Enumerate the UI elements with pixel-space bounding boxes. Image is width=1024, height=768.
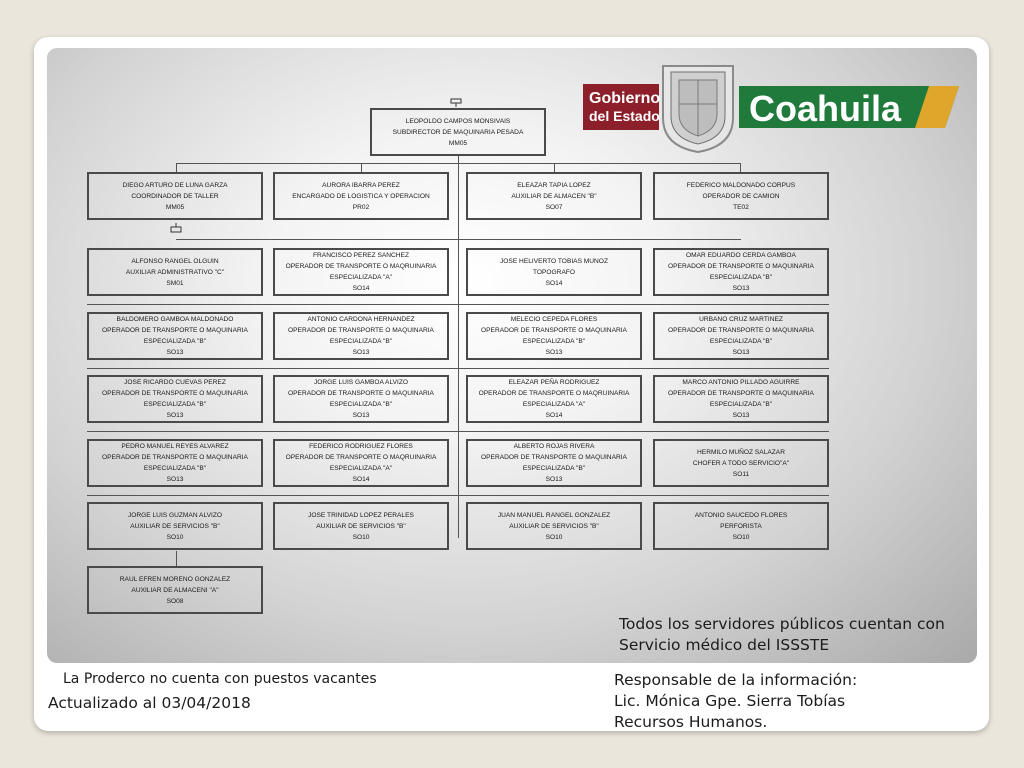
org-box-line: ESPECIALIZADA "B" [709,401,773,408]
org-box-line: JUAN MANUEL RANGEL GONZALEZ [497,511,611,519]
org-box-line: ESPECIALIZADA "A" [329,465,393,472]
level-connector [176,239,741,240]
trunk-connector [458,156,459,538]
org-box-line: JOSE RICARDO CUEVAS PEREZ [124,379,226,386]
org-box [653,248,829,296]
org-box-line: SO13 [732,412,750,419]
org-box-line: SO13 [166,349,184,356]
org-box [653,312,829,360]
org-box-line: TE02 [733,203,749,211]
org-box-line: URBANO CRUZ MARTINEZ [699,316,783,323]
svg-text:Gobierno: Gobierno [589,90,661,107]
org-box-line: OPERADOR DE TRANSPORTE O MAQUINARIA [668,263,814,270]
org-box [273,502,449,550]
org-box-line: MELECIO CEPEDA FLORES [510,316,598,323]
drop-connector [176,551,177,566]
org-box-line: ESPECIALIZADA "B" [329,401,393,408]
org-box-line: AUXILIAR DE SERVICIOS "B" [316,522,406,530]
svg-text:Coahuila: Coahuila [749,88,902,129]
org-box-director: LEOPOLDO CAMPOS MONSIVAIS SUBDIRECTOR DE MAQUINARIA PESADA MM05 [370,108,546,156]
org-box [466,502,642,550]
org-box-line: SO13 [545,476,563,483]
org-box [653,375,829,423]
svg-text:del Estado: del Estado [589,108,660,124]
org-box-line: MM05 [165,203,185,211]
org-box [653,172,829,220]
org-box-line: SO08 [166,597,184,605]
org-box [87,566,263,614]
org-box-line: AUXILIAR DE ALMACEN "B" [511,192,597,200]
org-box-line: JOSE TRINIDAD LOPEZ PERALES [308,511,414,519]
org-box [87,248,263,296]
org-box-line: MARCO ANTONIO PILLADO AGUIRRE [682,379,800,386]
org-box [87,439,263,487]
org-box-line: ESPECIALIZADA "A" [329,274,393,281]
issste-note: Todos los servidores públicos cuentan con Servicio médico del ISSSTE [619,615,945,654]
org-box [273,439,449,487]
org-box-line: AUXILIAR DE SERVICIOS "B" [130,522,220,530]
org-box [273,172,449,220]
org-box-line: SO13 [352,412,370,419]
org-box-line: JORGE LUIS GUZMAN ALVIZO [127,511,223,519]
level-connector [87,368,829,369]
org-box-line: OPERADOR DE TRANSPORTE O MAQUINARIA [288,390,434,397]
org-box-line: ESPECIALIZADA "B" [522,338,586,345]
org-box-line: OPERADOR DE CAMION [702,192,780,200]
org-box-line: ESPECIALIZADA "A" [522,401,586,408]
org-box [466,172,642,220]
org-box [87,502,263,550]
org-box-line: ALFONSO RANGEL OLGUIN [131,257,219,265]
org-box [273,248,449,296]
org-box-line: SO14 [545,279,563,287]
org-box [466,248,642,296]
org-box-line: AURORA IBARRA PEREZ [322,181,400,189]
org-box-line: FEDERICO MALDONADO CORPUS [686,181,796,189]
org-box-line: OPERADOR DE TRANSPORTE O MAQUINARIA [102,390,248,397]
org-box-line: ANTONIO CARDONA HERNANDEZ [307,316,415,323]
org-box-line: FEDERICO RODRIGUEZ FLORES [309,443,413,450]
org-box [87,375,263,423]
org-box-line: BALDOMERO GAMBOA MALDONADO [116,316,234,323]
org-box-line: OPERADOR DE TRANSPORTE O MAQUINARIA [102,327,248,334]
org-box [87,312,263,360]
org-box-line: ELEAZAR TAPIA LOPEZ [517,181,591,189]
org-box-line: CHOFER A TODO SERVICIO"A" [692,459,790,467]
org-box-line: ESPECIALIZADA "B" [143,465,207,472]
org-box-line: SO10 [166,533,184,541]
org-box-line: SO10 [732,533,750,541]
org-box-line: ELEAZAR PEÑA RODRIGUEZ [508,379,600,386]
org-box-line: SO13 [166,412,184,419]
org-box-line: HERMILO MUÑOZ SALAZAR [697,448,785,456]
org-box-line: SO07 [545,203,563,211]
org-box-line: OPERADOR DE TRANSPORTE O MAQUINARIA [102,454,248,461]
org-box-line: COORDINADOR DE TALLER [131,192,219,200]
org-box-line: AUXILIAR ADMINISTRATIVO "C" [125,268,225,276]
vacancies-note: La Proderco no cuenta con puestos vacantes [63,671,377,687]
org-box [653,502,829,550]
org-box-line: DIEGO ARTURO DE LUNA GARZA [122,181,228,189]
org-box-line: SO14 [545,412,563,419]
org-box-line: ESPECIALIZADA "B" [143,401,207,408]
org-box-line: SO11 [732,470,750,478]
org-box-line: SO10 [352,533,370,541]
drop-connector [361,163,362,172]
drop-connector [176,163,177,172]
org-box-line: JORGE LUIS GAMBOA ALVIZO [313,379,409,386]
org-box-line: OMAR EDUARDO CERDA GAMBOA [686,252,796,259]
org-box-line: OPERADOR DE TRANSPORTE O MAQUINARIA [668,390,814,397]
org-box-line: SO13 [545,349,563,356]
org-box-line: SO13 [732,285,750,292]
org-box-line: ENCARGADO DE LOGISTICA Y OPERACION [292,192,430,200]
org-box-line: OPERADOR DE TRANSPORTE O MAQUINARIA [481,454,627,461]
org-box-line: OPERADOR DE TRANSPORTE O MAQRUINARIA [285,263,437,270]
org-box [273,312,449,360]
hierarchy-icon [170,223,182,233]
org-box-line: OPERADOR DE TRANSPORTE O MAQUINARIA [288,327,434,334]
org-box-line: PEDRO MANUEL REYES ALVAREZ [121,443,229,450]
org-box [466,375,642,423]
org-box-line: PERFORISTA [720,522,762,530]
org-box [87,172,263,220]
org-box-line: OPERADOR DE TRANSPORTE O MAQUINARIA [668,327,814,334]
org-box-line: SO10 [545,533,563,541]
org-box-line: ESPECIALIZADA "B" [522,465,586,472]
org-box-line: FRANCISCO PEREZ SANCHEZ [313,252,409,259]
org-box [273,375,449,423]
org-box-line: ESPECIALIZADA "B" [329,338,393,345]
coahuila-government-logo [583,58,959,154]
level-connector [87,431,829,432]
org-box-line: OPERADOR DE TRANSPORTE O MAQRUINARIA [478,390,630,397]
org-box-line: SO13 [166,476,184,483]
org-box-line: ESPECIALIZADA "B" [709,274,773,281]
org-box [653,439,829,487]
drop-connector [740,163,741,172]
org-box-line: SO14 [352,476,370,483]
org-box-line: SO13 [352,349,370,356]
org-box-line: ANTONIO SAUCEDO FLORES [694,511,788,519]
level-connector [87,495,829,496]
org-box-line: PR02 [352,203,370,211]
org-box-line: OPERADOR DE TRANSPORTE O MAQRUINARIA [285,454,437,461]
org-box [466,439,642,487]
updated-date: Actualizado al 03/04/2018 [48,694,251,712]
org-box [466,312,642,360]
org-box-line: OPERADOR DE TRANSPORTE O MAQUINARIA [481,327,627,334]
org-box-line: JOSE HELIVERTO TOBIAS MUNOZ [500,257,608,265]
hierarchy-icon [450,98,462,108]
org-box-line: ALBERTO ROJAS RIVERA [513,443,595,450]
org-box-line: AUXILIAR DE SERVICIOS "B" [509,522,599,530]
org-box-line: SM01 [166,279,184,287]
org-box-line: TOPOGRAFO [532,268,575,276]
drop-connector [554,163,555,172]
level-connector [87,304,829,305]
level-connector [176,163,741,164]
org-box-line: SO14 [352,285,370,292]
org-box-line: SO13 [732,349,750,356]
org-box-line: RAUL EFREN MORENO GONZALEZ [119,575,231,583]
org-box-line: AUXILIAR DE ALMACENI "A" [131,586,219,594]
org-box-line: ESPECIALIZADA "B" [709,338,773,345]
org-box-line: ESPECIALIZADA "B" [143,338,207,345]
responsible-note: Responsable de la información: Lic. Mónica Gpe. Sierra Tobías Recursos Humanos. [614,671,858,731]
